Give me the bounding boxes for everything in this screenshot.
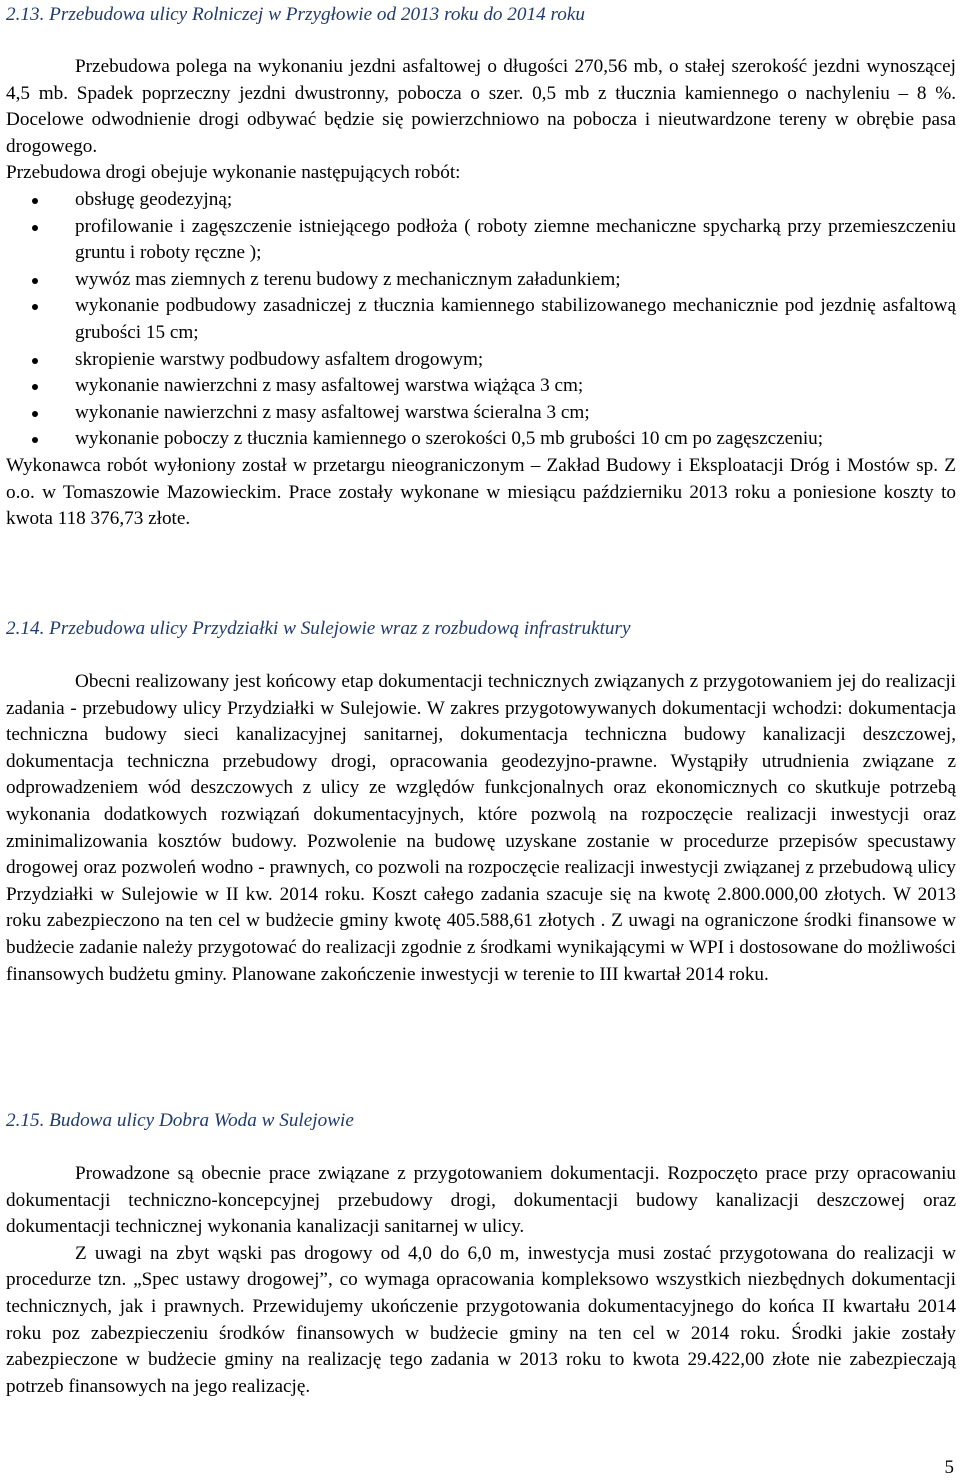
bullet-icon <box>32 358 38 364</box>
section-2-14-body <box>6 669 956 988</box>
list-item: wywóz mas ziemnych z terenu budowy z mechanicznym załadunkiem; <box>6 267 956 294</box>
section-2-13-intro: Przebudowa polega na wykonaniu jezdni asfaltowej o długości 270,56 mb, o stałej szerokość jezdni wynoszącej 4,5 mb. Spadek poprzeczny jezdni dwustronny, pobocza o szer. 0,5 mb z tłucznia kamiennego o nachyleniu – 8 %. Docelowe odwodnienie drogi odbywać będzie się powierzchniowo na pobocza i nieutwardzone tereny w obrębie pasa drogowego. <box>6 56 956 157</box>
section-2-13-closing: Wykonawca robót wyłoniony został w przetargu nieograniczonym – Zakład Budowy i Eksploatacji Dróg i Mostów sp. Z o.o. w Tomaszowie Mazowieckim. Prace zostały wykonane w miesiącu październiku 2013 roku a poniesione koszty to kwota 118 376,73 złote. <box>6 454 956 530</box>
works-list <box>6 187 956 453</box>
list-item: skropienie warstwy podbudowy asfaltem drogowym; <box>6 347 956 374</box>
bullet-icon <box>32 437 38 443</box>
section-2-13-list-intro: Przebudowa drogi obejuje wykonanie następujących robót: <box>6 162 461 184</box>
bullet-icon <box>32 384 38 390</box>
section-2-15-paragraph-1: Prowadzone są obecnie prace związane z przygotowaniem dokumentacji. Rozpoczęto prace przy opracowaniu dokumentacji techniczno-koncepcyjnej przebudowy drogi, dokumentacji budowy kanalizacji deszczowej oraz dokumentacji technicznej wykonania kanalizacji sanitarnej w ulicy. <box>6 1163 956 1238</box>
section-2-14-paragraph: Obecni realizowany jest końcowy etap dokumentacji technicznych związanych z przygotowaniem jej do realizacji zadania - przebudowy ulicy Przydziałki w Sulejowie. W zakres przygotowywanych dokumentacji wchodzi: dokumentacja techniczna budowy sieci kanalizacyjnej sanitarnej, dokumentacja techniczna budowy kanalizacji deszczowej, dokumentacja techniczna przebudowy drogi, opracowania geodezyjno-prawne. Wystąpiły utrudnienia związane z odprowadzeniem wód deszczowych z ulicy ze względów funkcjonalnych oraz ekonomicznych co skutkuje potrzebą wykonania dodatkowych rozwiązań dokumentacyjnych, które pozwolą na rozpoczęcie realizacji inwestycji oraz zminimalizowania kosztów budowy. Pozwolenie na budowę uzyskane zostanie w procedurze przepisów specustawy drogowej oraz pozwoleń wodno - prawnych, co pozwoli na rozpoczęcie realizacji inwestycji związanej z przebudową ulicy Przydziałki w Sulejowie w II kw. 2014 roku. Koszt całego zadania szacuje się na kwotę 2.800.000,00 złotych. W 2013 roku zabezpieczono na ten cel w budżecie gminy kwotę 405.588,61 złotych . Z uwagi na ograniczone środki finansowe w budżecie zadanie należy przygotować do realizacji zgodnie z środkami wynikającymi w WPI i dostosowane do możliwości finansowych budżetu gminy. Planowane zakończenie inwestycji w terenie to III kwartał 2014 roku. <box>6 671 956 985</box>
section-heading-2-15: 2.15. Budowa ulicy Dobra Woda w Sulejowie <box>6 1110 354 1131</box>
section-heading-2-13: 2.13. Przebudowa ulicy Rolniczej w Przygłowie od 2013 roku do 2014 roku <box>6 4 585 25</box>
bullet-icon <box>32 225 38 231</box>
list-item: obsługę geodezyjną; <box>6 187 956 214</box>
bullet-icon <box>32 304 38 310</box>
section-2-15-paragraph-2: Z uwagi na zbyt wąski pas drogowy od 4,0 do 6,0 m, inwestycja musi zostać przygotowana do realizacji w procedurze tzn. „Spec ustawy drogowej”, co wymaga opracowania kompleksowo wszystkich niezbędnych dokumentacji technicznych, jak i prawnych. Przewidujemy ukończenie przygotowania dokumentacyjnego do końca II kwartału 2014 roku poz zabezpieczeniu środków finansowych w budżecie gminy na ten cel w 2014 roku. Środki jakie zostały zabezpieczone w budżecie gminy na realizację tego zadania w 2013 roku to kwota 29.422,00 złote nie zabezpieczają potrzeb finansowych na jego realizację. <box>6 1242 956 1397</box>
section-2-15-body <box>6 1161 956 1400</box>
section-heading-2-14: 2.14. Przebudowa ulicy Przydziałki w Sulejowie wraz z rozbudową infrastruktury <box>6 618 631 639</box>
bullet-icon <box>32 278 38 284</box>
list-item: wykonanie poboczy z tłucznia kamiennego o szerokości 0,5 mb grubości 10 cm po zagęszczeniu; <box>6 426 956 453</box>
list-item: wykonanie podbudowy zasadniczej z tłucznia kamiennego stabilizowanego mechanicznie pod jezdnię asfaltową grubości 15 cm; <box>6 293 956 346</box>
bullet-icon <box>32 411 38 417</box>
section-2-13-body <box>6 54 956 533</box>
list-item: wykonanie nawierzchni z masy asfaltowej warstwa wiążąca 3 cm; <box>6 373 956 400</box>
list-item: profilowanie i zagęszczenie istniejącego podłoża ( roboty ziemne mechaniczne spycharką przy przemieszczeniu gruntu i roboty ręczne ); <box>6 214 956 267</box>
bullet-icon <box>32 198 38 204</box>
list-item: wykonanie nawierzchni z masy asfaltowej warstwa ścieralna 3 cm; <box>6 400 956 427</box>
page-number: 5 <box>944 1457 954 1478</box>
